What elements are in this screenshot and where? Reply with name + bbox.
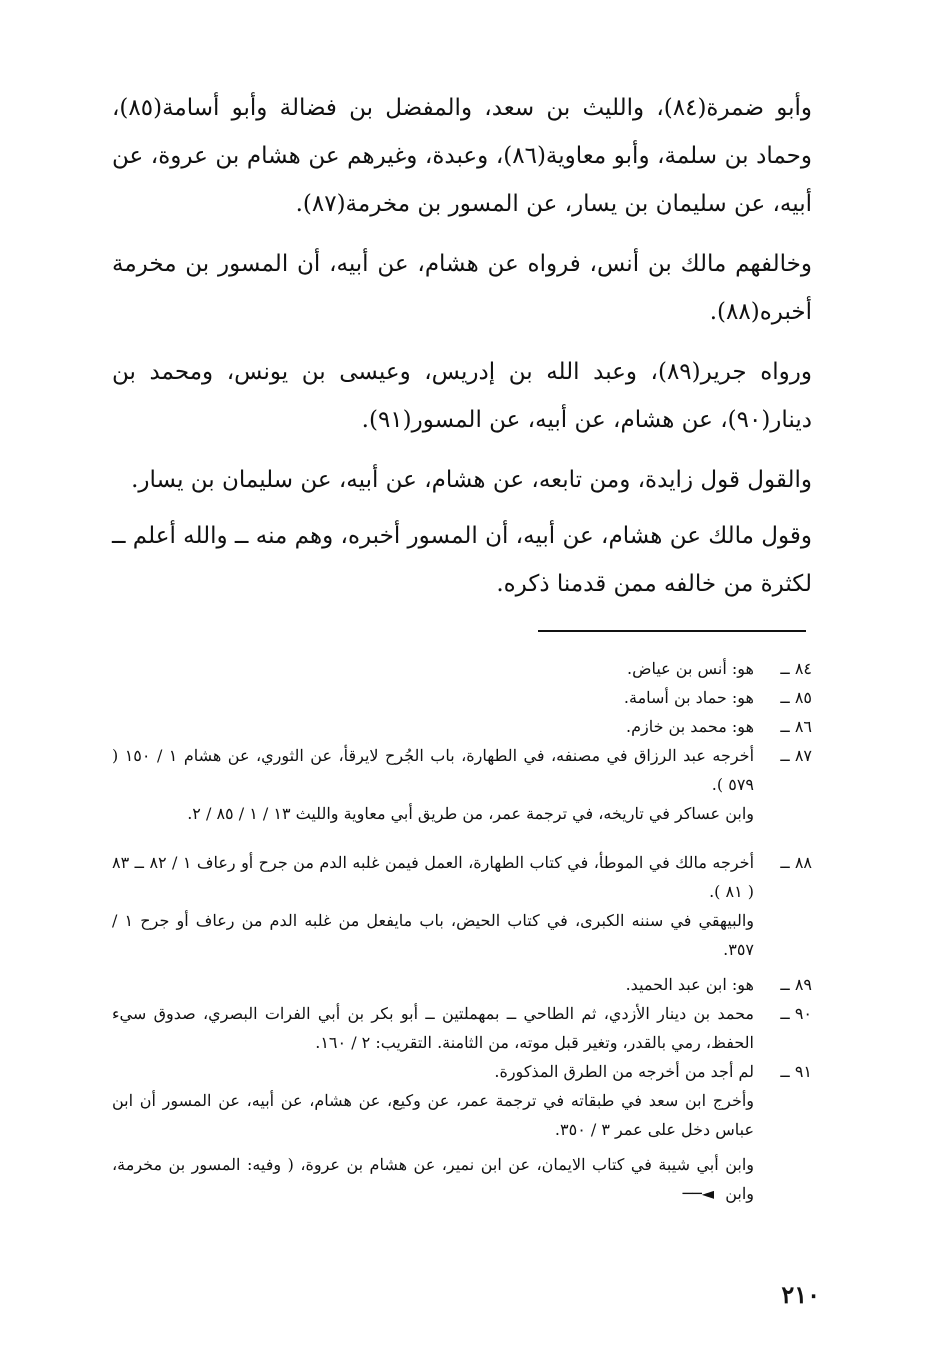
footnote-87 [112,741,812,799]
footnote-number: ٨٧ ــ [780,746,812,765]
footnote-number: ٨٥ ــ [780,688,812,707]
page-number: ٢١٠ [781,1280,820,1309]
footnote-85 [112,683,812,712]
footnote-text: هو: محمد بن خازم. [625,717,754,736]
paragraph-4: والقول قول زايدة، ومن تابعه، عن هشام، عن أبيه، عن سليمان بن يسار. [131,467,812,493]
footnote-number: ٨٩ ــ [780,975,812,994]
footnote-text: أخرجه مالك في الموطأ، في كتاب الطهارة، العمل فيمن غلبه الدم من جرح أو رعاف ١ / ٨٢ ــ ٨٣ ( ٨١ ). [112,853,755,901]
footnote-90 [112,999,812,1057]
footnote-separator [538,630,806,632]
footnote-84 [112,654,812,683]
continuation-arrow-icon: ◄── [682,1184,715,1203]
paragraph-2: وخالفهم مالك بن أنس، فرواه عن هشام، عن أبيه، أن المسور بن مخرمة أخبره(٨٨). [112,251,812,325]
footnote-number: ٩١ ــ [780,1062,812,1081]
footnote-91-continuation-2 [112,1150,754,1208]
footnote-number: ٨٤ ــ [780,659,812,678]
paragraph-3: ورواه جرير(٨٩)، وعبد الله بن إدريس، وعيسى بن يونس، ومحمد بن دينار(٩٠)، عن هشام، عن أبيه، عن المسور(٩١). [112,359,812,433]
footnote-91 [112,1057,812,1086]
footnote-text: هو: أنس بن عياض. [627,659,754,678]
main-text [112,84,812,608]
footnote-87-continuation: وابن عساكر في تاريخه، في ترجمة عمر، من طريق أبي معاوية والليث ١٣ / ١ / ٨٥ / ٢. [187,804,754,823]
footnote-88-continuation: والبيهقي في سننه الكبرى، في كتاب الحيض، باب مايفعل من غلبه الدم من رعاف أو جرح ١ / ٣٥٧. [112,911,755,959]
footnote-number: ٩٠ ــ [780,1004,812,1023]
footnote-text: هو: حماد بن أسامة. [623,688,754,707]
spacer [112,834,812,848]
footnote-number: ٨٦ ــ [780,717,812,736]
book-page [112,84,812,1324]
footnote-86 [112,712,812,741]
footnotes [112,654,812,1208]
footnote-text: لم أجد من أخرجه من الطرق المذكورة. [494,1062,754,1081]
paragraph-5: وقول مالك عن هشام، عن أبيه، أن المسور أخبره، وهم منه ــ والله أعلم ــ لكثرة من خالفه ممن قدمنا ذكره. [112,523,812,597]
paragraph-1: وأبو ضمرة(٨٤)، والليث بن سعد، والمفضل بن فضالة وأبو أسامة(٨٥)، وحماد بن سلمة، وأبو معاوية(٨٦)، وعبدة، وغيرهم عن هشام بن عروة، عن أبيه، عن سليمان بن يسار، عن المسور بن مخرمة(٨٧). [112,95,812,217]
footnote-text: أخرجه عبد الرزاق في مصنفه، في الطهارة، باب الجُرح لايرقأ، عن الثوري، عن هشام ١ / ١٥٠ ( ٥٧٩ ). [112,746,755,794]
footnote-text: محمد بن دينار الأزدي، ثم الطاحي ــ بمهملتين ــ أبو بكر بن أبي الفرات البصري، صدوق سيء الحفظ، رمي بالقدر، وتغير قبل موته، من الثامنة. التقريب: ٢ / ١٦٠. [112,1004,754,1052]
footnote-text: هو: ابن عبد الحميد. [625,975,754,994]
footnote-91-continuation-1: وأخرج ابن سعد في طبقاته في ترجمة عمر، عن وكيع، عن هشام، عن أبيه، عن المسور أن ابن عباس دخل على عمر ٣ / ٣٥٠. [112,1091,754,1139]
footnote-89 [112,970,812,999]
footnote-number: ٨٨ ــ [780,853,812,872]
footnote-text: وابن أبي شيبة في كتاب الايمان، عن ابن نمير، عن هشام بن عروة، ( وفيه: المسور بن مخرمة، وابن [112,1155,754,1203]
footnote-88 [112,848,812,906]
